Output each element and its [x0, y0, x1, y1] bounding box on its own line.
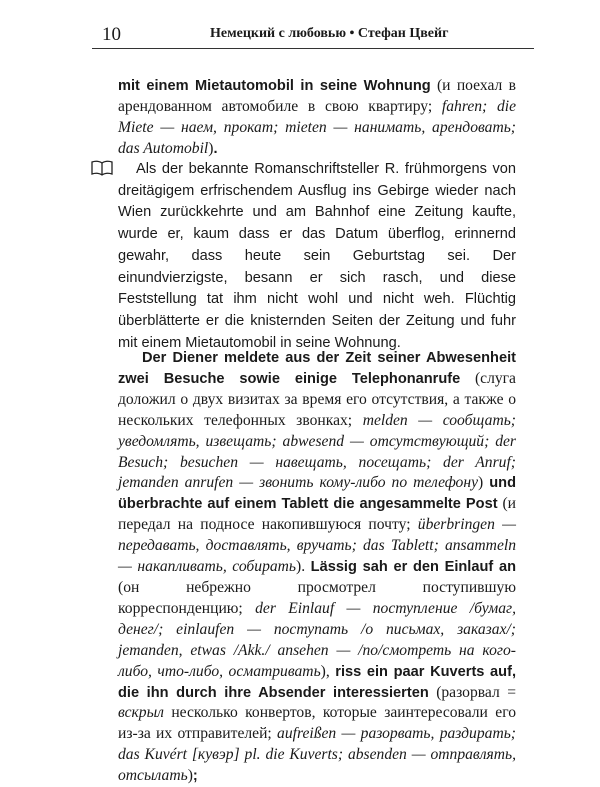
- running-title: Немецкий с любовью • Стефан Цвейг: [210, 26, 449, 41]
- translation-text: (и передал на подносе накопившуюся почту;: [118, 495, 516, 534]
- translation-text: (он небрежно просмотрел поступившую корреспонденцию;: [118, 578, 516, 617]
- translation-text: ): [208, 139, 214, 157]
- annotated-text-block-2: [118, 348, 516, 787]
- translation-text: ): [478, 474, 490, 492]
- german-phrase: mit einem Mietautomobil in seine Wohnung: [118, 78, 431, 94]
- running-header: [92, 20, 534, 49]
- open-book-icon: [91, 160, 113, 176]
- german-phrase: Der Diener meldete aus der Zeit seiner Abwesenheit zwei Besuche sowie einige Telephonanrufe: [118, 350, 516, 387]
- original-paragraph: Als der bekannte Romanschriftsteller R. frühmorgens von dreitägigem erfrischendem Ausflug ins Gebirge wieder nach Wien zurückkehrte und am Bahnhof eine Zeitung kaufte, wurde er, kaum dass er das Datum überflog, erinnernd gewahr, dass heute sein Geburtstag sei. Der einundvierzigste, besann er sich rasch, und diese Feststellung tat ihm nicht wohl und nicht weh. Flüchtig überblätterte er die knisternden Seiten der Zeitung und fuhr mit einem Mietautomobil in seine Wohnung.: [118, 161, 516, 351]
- vocabulary-note: aufreißen — разорвать, раздирать; das Kuvért [кувэр] pl. die Kuverts; absenden — отправлять, отсылать: [118, 725, 516, 785]
- german-phrase: .: [213, 140, 218, 157]
- annotated-text-block-1: [118, 76, 516, 160]
- translation-text: ),: [320, 662, 336, 680]
- translation-text: (и поехал в арендованном автомобиле в свою квартиру;: [118, 77, 516, 115]
- vocabulary-note: вскрыл: [118, 704, 164, 722]
- vocabulary-note: der Einlauf — поступление /бумаг, денег/; einlaufen — поступать /о письмах, заказах/; jemanden, etwas /Akk./ ansehen — /по/смотреть на кого-либо, что-либо, осматривать: [118, 599, 516, 680]
- page-number: 10: [102, 24, 121, 45]
- translation-text: несколько конвертов, которые заинтересовали его из-за их отправителей;: [118, 704, 516, 743]
- german-phrase: ;: [192, 768, 198, 785]
- german-phrase: riss ein paar Kuverts auf, die ihn durch ihre Absender interessierten: [118, 663, 517, 701]
- translation-text: ).: [296, 558, 311, 576]
- vocabulary-note: melden — сообщать; уведомлять, извещать; abwesend — отсутствующий; der Besuch; besuchen — навещать, посещать; der Anruf; jemanden anrufen — звонить кому-либо по телефону: [118, 411, 516, 492]
- german-phrase: Lässig sah er den Einlauf an: [310, 559, 516, 576]
- vocabulary-note: überbringen — передавать, доставлять, вручать; das Tablett; ansammeln — накапливать, собирать: [118, 516, 517, 576]
- translation-text: (слуга доложил о двух визитах за время его отсутствия, а также о нескольких телефонных звонках;: [118, 369, 516, 429]
- german-phrase: und überbrachte auf einem Tablett die angesammelte Post: [118, 475, 516, 513]
- translation-text: (разорвал =: [428, 683, 516, 701]
- translation-text: ): [187, 767, 193, 785]
- vocabulary-note: fahren; die Miete — наем, прокат; mieten — нанимать, арендовать; das Automobil: [118, 97, 516, 157]
